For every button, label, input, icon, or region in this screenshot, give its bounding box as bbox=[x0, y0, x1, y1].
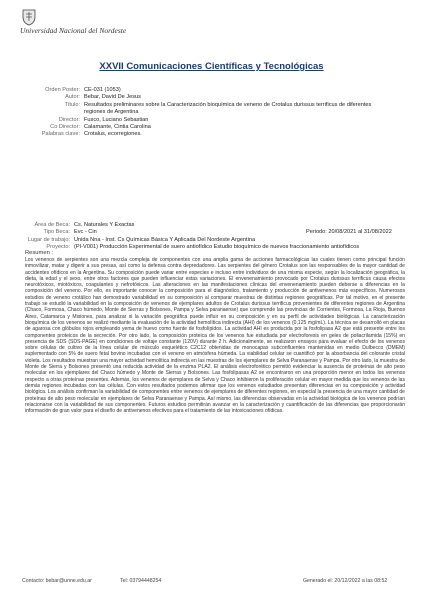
meta-label: Área de Beca: bbox=[34, 222, 70, 228]
period-text: Periodo: 20/08/2021 al 31/08/2022 bbox=[306, 229, 392, 235]
meta-row-palabras bbox=[0, 131, 423, 138]
meta-row-titulo bbox=[0, 102, 423, 117]
meta-row-codirector bbox=[0, 124, 423, 131]
meta-value: Fusco, Luciano Sebastian bbox=[84, 116, 149, 123]
meta-value: Cs. Naturales Y Exactas bbox=[74, 222, 135, 228]
footer-generated: Generado el: 20/12/2022 a las 08:52 bbox=[303, 578, 388, 584]
meta-value: Resultados preliminares sobre la Caracterización bioquímica de veneno de Crotalus durissus terrificus de diferentes regiones de Argentina bbox=[84, 101, 372, 116]
meta-label: Co Director: bbox=[50, 124, 80, 131]
meta-label: Director: bbox=[58, 116, 80, 123]
meta-row-proyecto bbox=[0, 244, 423, 251]
meta-value: CE-031 (1053) bbox=[84, 87, 121, 93]
meta-row-autor bbox=[0, 94, 423, 101]
meta-value: Bebar, David De Jesus bbox=[84, 94, 141, 101]
beca-metadata bbox=[0, 222, 423, 252]
meta-value: Evc - Cin bbox=[74, 229, 97, 236]
shield-icon bbox=[20, 8, 38, 26]
abstract-heading: Resumen : bbox=[25, 250, 54, 256]
meta-value: Unida Nna - Inst. Cs Químicas Básica Y Aplicada Del Nordeste Argentina bbox=[74, 236, 256, 243]
meta-label: Autor: bbox=[65, 94, 80, 101]
meta-value: Calamante, Cintia Carolina bbox=[84, 124, 151, 131]
meta-row-director bbox=[0, 117, 423, 124]
meta-label: Tipo Beca: bbox=[43, 229, 70, 236]
page-title: XXVII Comunicaciones Científicas y Tecnológicas bbox=[99, 61, 324, 72]
meta-label: Orden Poster: bbox=[45, 87, 80, 93]
meta-label: Lugar de trabajo: bbox=[27, 236, 70, 243]
university-name: Universidad Nacional del Nordeste bbox=[20, 26, 127, 35]
meta-label: Proyecto: bbox=[46, 244, 70, 251]
footer-phone: Tel: 03794448254 bbox=[120, 578, 162, 584]
footer-contact: Contacto: bebar@unne.edu.ar bbox=[22, 578, 92, 584]
meta-label: Palabras clave: bbox=[41, 131, 80, 138]
meta-row-orden bbox=[0, 87, 423, 94]
meta-value: (PI-V001) Producción Experimental de suero antiofídico Estudio bioquímico de nuevos fraccionamiento antiofídicos bbox=[74, 244, 360, 251]
abstract-text: Los venenos de serpientes son una mezcla compleja de componentes con una amplia gama de acciones farmacológicas las cuales tienen como principal función inmovilizar, matar y digerir a sus presas, así como la defensa contra depredadores. Las serpientes del género Crotalus son las responsables de la mayor cantidad de accidentes ofídicos en la Argentina. Su composición puede variar entre especies e incluso entre individuos de una misma especie, según la localización geográfica, la dieta, la edad y el sexo, entre otros factores que pueden influenciar estas variaciones. El envenenamiento provocado por Crotalus durissus terrificus causa efectos neurotóxicos, miotóxicos, coagulantes y nefrotóxicos. Las alteraciones en las manifestaciones clínicas del envenenamiento pueden deberse a diferencias en la composición del veneno. Por ello, es importante conocer la composición para el diagnóstico, tratamiento y producción de antivenenos más específicos. Numerosos estudios de veneno crotálico han demostrado variabilidad en su composición al comparar muestras de distintas regiones geográficas. Por tal motivo, en el presente trabajo se estudió la variabilidad en la composición de venenos de ejemplares adultos de Crotalus durissus terrificus provenientes de diferentes regiones de Argentina (Chaco, Formosa, Chaco húmedo, Monte de Sierras y Bolsones, Pampa y Selva paranaense) que comprende las provincias de Corrientes, Formosa, La Rioja, Buenos Aires, Catamarca y Misiones, para analizar si la variación geográfica puede influir en su composición y en su perfil de actividades biológicas. La caracterización bioquímica de los venenos se realizó mediante la evaluación de la actividad hemolítica indirecta (AHI) de los venenos (0,125 mg/mL). La técnica se desarrolló en placas de agarosa con glóbulos rojos empleando yema de huevo como fuente de fosfolípidos. La actividad AHI es producida por la fosfolipasa A2 que está presente entre los componentes proteicos de la secreción. Por otro lado, la composición proteica de los venenos fue estudiada por electroforesis en geles de poliacrilamida (15%) en presencia de SDS (SDS-PAGE) en condiciones de voltaje constante (120V) durante 2 h. Adicionalmente, se realizaron ensayos para evaluar el efecto de los venenos sobre células de cultivo de la línea celular de músculo esquelético C2C12 obtenidas de monocapas subconfluentes mantenidas en medio Dulbecco (DMEM) suplementado con 5% de suero fetal bovino incubadas con el veneno en atmósfera húmeda. La viabilidad celular se cuantificó por la absorbancia del colorante cristal violeta. Los resultados muestran una mayor actividad hemolítica indirecta en las muestras de los ejemplares de Selva Paranaense y Pampa. Por otro lado, la muestra de Monte de Sierra y Bolsones presentó una reducida actividad de la enzima PLA2. El análisis electroforético permitió evidenciar la ausencia de proteínas de alto peso molecular en los ejemplares del Chaco húmedo y Monte de Sierras y Bolsones. Las fosfolipasas A2 se encontraron en una proporción menor en todos los venenos respecto a otras proteínas presentes. Además, los venenos de ejemplares de Selva y Chaco inhibieron la proliferación celular en mayor medida que los venenos de las demás regiones incubadas con las células. Con estos resultados podemos afirmar que los venenos estudiados presentan diferencias en su composición y actividad biológica. Los análisis confirman la variabilidad de componentes entre venenos de ejemplares de diferentes regiones, en especial la presencia de una mayor cantidad de proteínas de alto peso molecular en ejemplares de Selva Paranaense y Pampa. Así mismo, las diferencias observadas en la actividad biológica de los venenos podrían relacionarse con la variabilidad de sus componentes. Futuros estudios permitirán avanzar en la caracterización y cuantificación de las diferencias que proporcionarán información de gran valor para el diseño de antivenenos efectivos para el tratamiento de las intoxicaciones ofídicas. bbox=[25, 257, 405, 415]
poster-metadata bbox=[0, 87, 423, 139]
meta-row-lugar bbox=[0, 237, 423, 244]
meta-value: Crotalus, ecorregiones. bbox=[84, 131, 142, 138]
meta-label: Título: bbox=[64, 101, 80, 108]
